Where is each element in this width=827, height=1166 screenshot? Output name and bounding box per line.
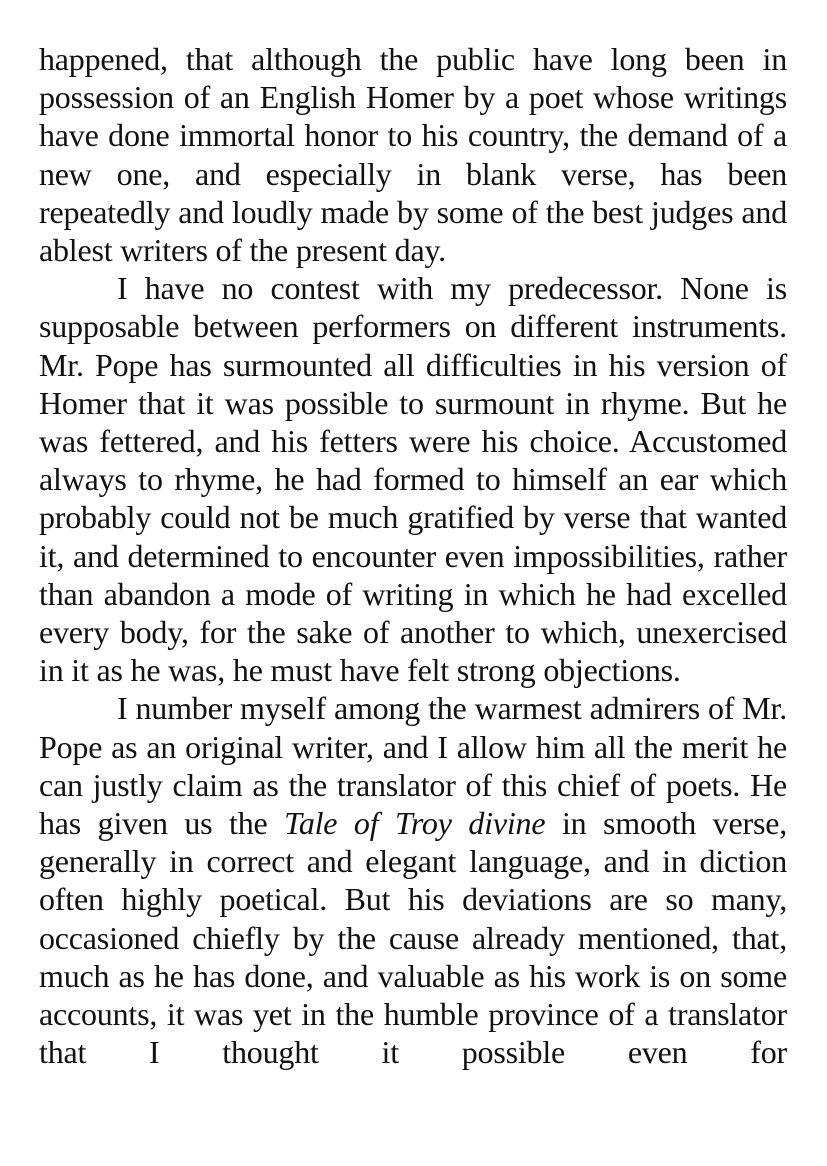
paragraph-2: I have no contest with my predecessor. None is supposable between performers on different instruments. Mr. Pope has surmounted all difficulties in his version of Homer that it was possible to surmount in rhyme. But he was fettered, and his fetters were his choice. Accustomed always to rhyme, he had formed to himself an ear which probably could not be much gratified by verse that wanted it, and determined to encounter even impossibilities, rather than abandon a mode of writing in which he had excelled every body, for the sake of another to which, unexercised in it as he was, he must have felt strong objections. bbox=[39, 270, 787, 689]
paragraph-1: happened, that although the public have long been in possession of an English Homer by a poet whose writings have done immortal honor to his country, the demand of a new one, and especially in blank verse, has been repeatedly and loudly made by some of the best judges and ablest writers of the present day. bbox=[39, 41, 787, 269]
paragraph-3-text-before: I number myself among the warmest admirers of Mr. Pope as an original writer, and I allow him all the merit he can justly claim as the translator of this chief of poets. He has given us the bbox=[39, 690, 787, 842]
paragraph-3-italic-title: Tale of Troy divine bbox=[284, 805, 546, 842]
paragraph-3-text-after: in smooth verse, generally in correct and elegant language, and in diction often highly poetical. But his deviations are so many, occasioned chiefly by the cause already mentioned, that, much as he has done, and valuable as his work is on some accounts, it was yet in the humble province of a translator that I thought it possible even for bbox=[39, 805, 788, 1071]
document-page bbox=[39, 40, 787, 1071]
paragraph-3 bbox=[39, 689, 787, 1071]
